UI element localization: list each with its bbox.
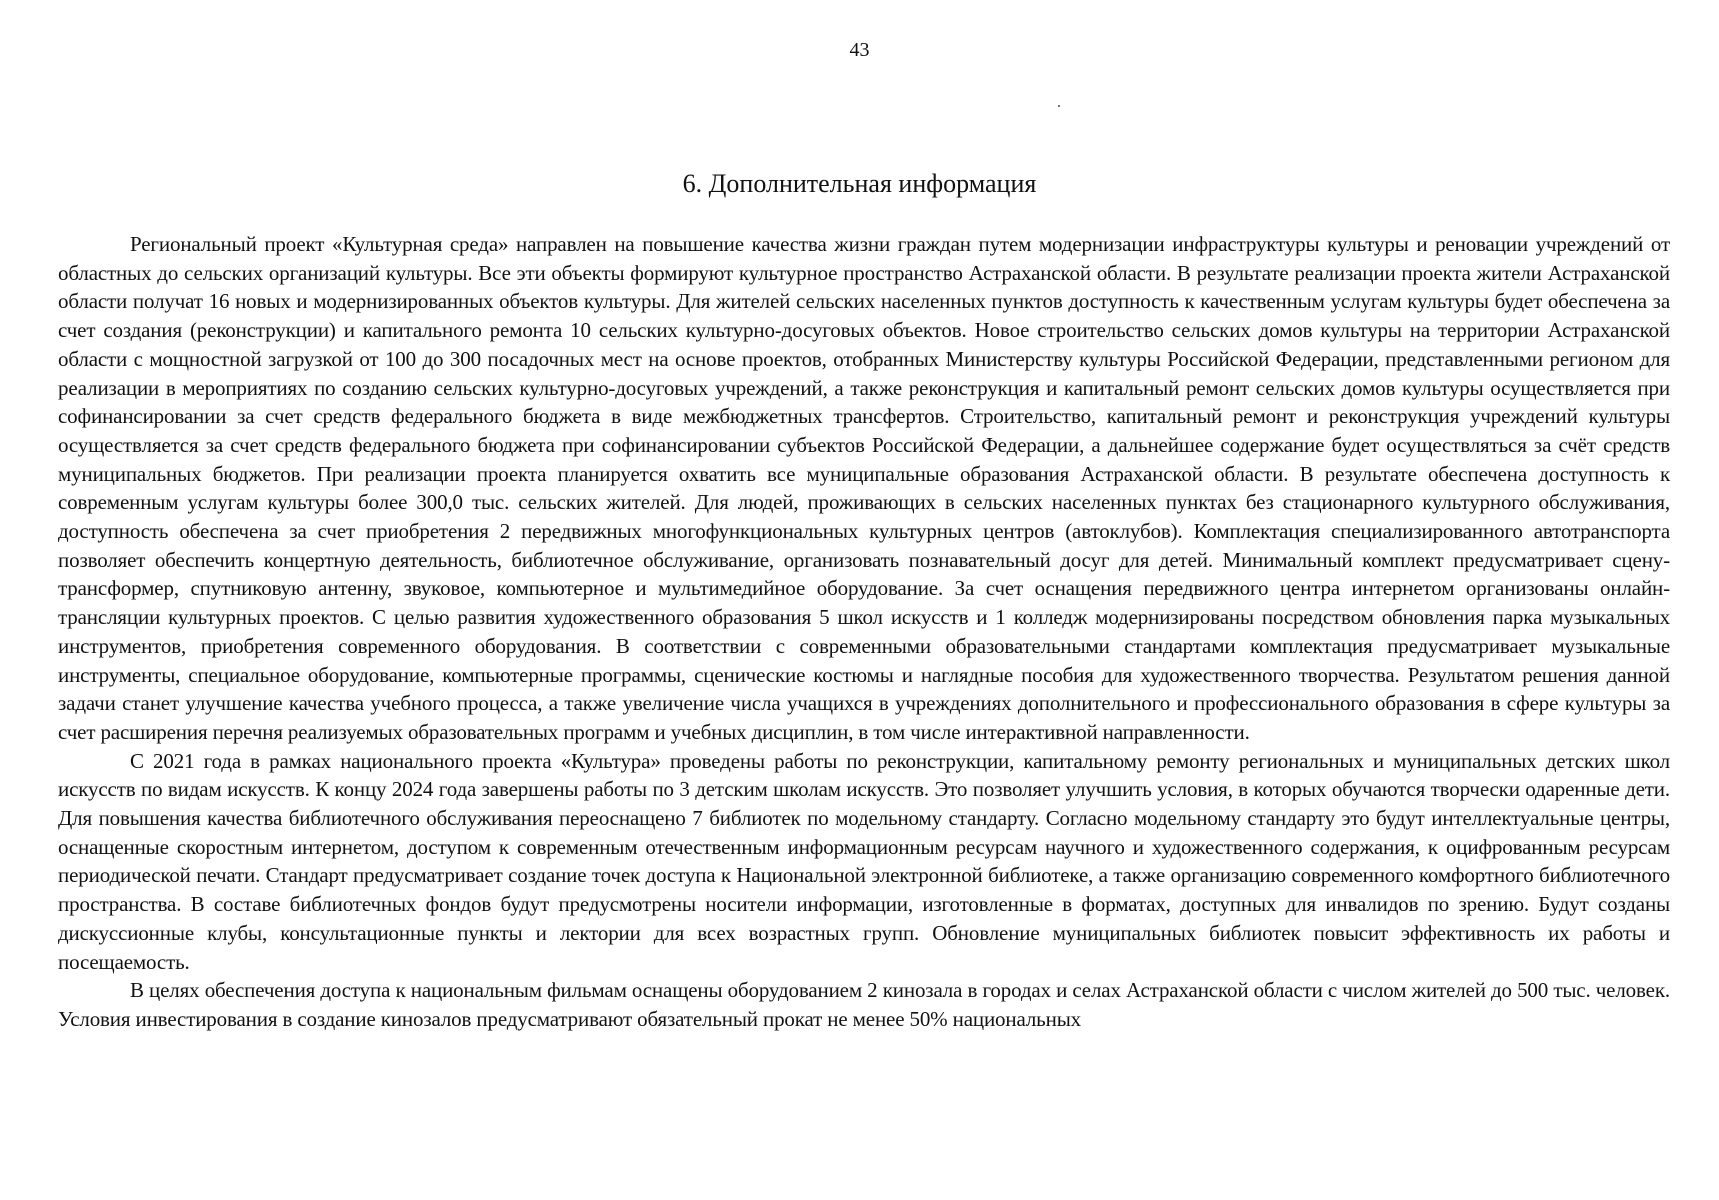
page-number: 43 — [849, 39, 870, 61]
paragraph-art-schools-libraries: С 2021 года в рамках национального проекта «Культура» проведены работы по реконструкции, капитальному ремонту региональных и муниципальных детских школ искусств по видам искусств. К концу 2024 года завершены работы по 3 детским школам искусств. Это позволяет улучшить условия, в которых обучаются творчески одаренные дети. Для повышения качества библиотечного обслуживания переоснащено 7 библиотек по модельному стандарту. Согласно модельному стандарту это будут интеллектуальные центры, оснащенные скоростным интернетом, доступом к современным отечественным информационным ресурсам научного и художественного содержания, к оцифрованным ресурсам периодической печати. Стандарт предусматривает создание точек доступа к Национальной электронной библиотеке, а также организацию современного комфортного библиотечного пространства. В составе библиотечных фондов будут предусмотрены носители информации, изготовленные в форматах, доступных для инвалидов по зрению. Будут созданы дискуссионные клубы, консультационные пункты и лектории для всех возрастных групп. Обновление муниципальных библиотек повысит эффективность их работы и посещаемость. — [58, 748, 1670, 974]
body-text — [58, 230, 1670, 1034]
section-heading: 6. Дополнительная информация — [682, 169, 1037, 198]
paragraph-regional-project: Региональный проект «Культурная среда» направлен на повышение качества жизни граждан путем модернизации инфраструктуры культуры и реновации учреждений от областных до сельских организаций культуры. Все эти объекты формируют культурное пространство Астраханской области. В результате реализации проекта жители Астраханской области получат 16 новых и модернизированных объектов культуры. Для жителей сельских населенных пунктов доступность к качественным услугам культуры будет обеспечена за счет создания (реконструкции) и капитального ремонта 10 сельских культурно-досуговых объектов. Новое строительство сельских домов культуры на территории Астраханской области с мощностной загрузкой от 100 до 300 посадочных мест на основе проектов, отобранных Министерству культуры Российской Федерации, представленными регионом для реализации в мероприятиях по созданию сельских культурно-досуговых учреждений, а также реконструкция и капитальный ремонт сельских домов культуры осуществляется при софинансировании за счет средств федерального бюджета в виде межбюджетных трансфертов. Строительство, капитальный ремонт и реконструкция учреждений культуры осуществляется за счет средств федерального бюджета при софинансировании субъектов Российской Федерации, а дальнейшее содержание будет осуществляться за счёт средств муниципальных бюджетов. При реализации проекта планируется охватить все муниципальные образования Астраханской области. В результате обеспечена доступность к современным услугам культуры более 300,0 тыс. сельских жителей. Для людей, проживающих в сельских населенных пунктах без стационарного культурного обслуживания, доступность обеспечена за счет приобретения 2 передвижных многофункциональных культурных центров (автоклубов). Комплектация специализированного автотранспорта позволяет обеспечить концертную деятельность, библиотечное обслуживание, организовать познавательный досуг для детей. Минимальный комплект предусматривает сцену-трансформер, спутниковую антенну, звуковое, компьютерное и мультимедийное оборудование. За счет оснащения передвижного центра интернетом организованы онлайн-трансляции культурных проектов. С целью развития художественного образования 5 школ искусств и 1 колледж модернизированы посредством обновления парка музыкальных инструментов, приобретения современного оборудования. В соответствии с современными образовательными стандартами комплектация предусматривает музыкальные инструменты, специальное оборудование, компьютерные программы, сценические костюмы и наглядные пособия для художественного творчества. Результатом решения данной задачи станет улучшение качества учебного процесса, а также увеличение числа учащихся в учреждениях дополнительного и профессионального образования в сфере культуры за счет расширения перечня реализуемых образовательных программ и учебных дисциплин, в том числе интерактивной направленности. — [58, 232, 1670, 744]
scan-speck — [1058, 105, 1060, 107]
paragraph-cinemas: В целях обеспечения доступа к национальным фильмам оснащены оборудованием 2 кинозала в городах и селах Астраханской области с числом жителей до 500 тыс. человек. Условия инвестирования в создание кинозалов предусматривают обязательный прокат не менее 50% национальных — [58, 978, 1670, 1031]
